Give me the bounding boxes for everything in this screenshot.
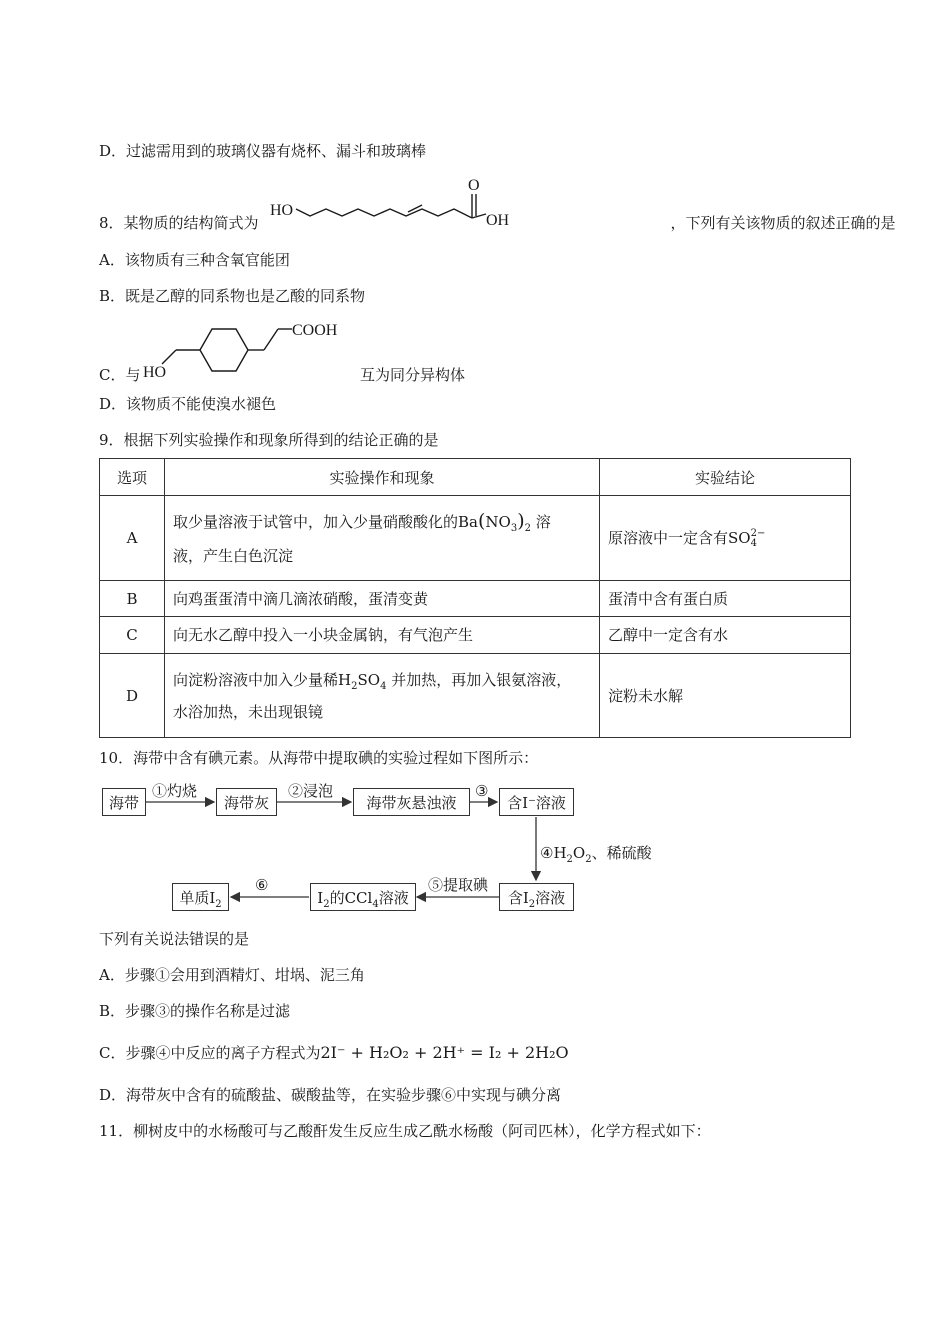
- row-a-option: A: [100, 496, 165, 581]
- q8-mol-o: O: [468, 177, 480, 194]
- q8-option-b: B．既是乙醇的同系物也是乙酸的同系物: [99, 287, 366, 305]
- flow-box-suspension: 海带灰悬浊液: [353, 788, 470, 816]
- row-c-option: C: [100, 617, 165, 654]
- flow-b5-text: 含I: [507, 889, 529, 907]
- q8-c-cooh: COOH: [292, 322, 338, 339]
- flow-box-iodine-solution: 含$I_2$溶液: [499, 883, 574, 911]
- row-d-conclusion: 淀粉未水解: [600, 654, 851, 738]
- q10-option-d: D．海带灰中含有的硫酸盐、碳酸盐等，在实验步骤⑥中实现与碘分离: [99, 1086, 562, 1104]
- q8-stem-suffix: ，下列有关该物质的叙述正确的是: [670, 214, 896, 232]
- row-a-op-text1: 取少量溶液于试管中，加入少量硝酸酸化的: [173, 512, 459, 531]
- q10-option-c-equation: 2I⁻ + H₂O₂ + 2H⁺ = I₂ + 2H₂O: [320, 1043, 569, 1062]
- table-header-option: 选项: [100, 459, 165, 496]
- flow-step-6: ⑥: [255, 876, 269, 894]
- q8-option-c-prefix: C．与: [99, 366, 141, 384]
- flow-step-4: $④H_2O_2$、稀硫酸: [540, 844, 652, 865]
- row-a-conclusion: 原溶液中一定含有SO 2− 4: [600, 496, 851, 581]
- flow-b6-suffix: 溶液: [378, 889, 409, 907]
- table-header-conclusion: 实验结论: [600, 459, 851, 496]
- q8-option-d: D．该物质不能使溴水褪色: [99, 395, 277, 413]
- row-c-conclusion: 乙醇中一定含有水: [600, 617, 851, 654]
- row-a-so4: SO: [728, 529, 751, 547]
- flow-step-1: ①灼烧: [152, 782, 198, 800]
- row-b-conclusion: 蛋清中含有蛋白质: [600, 581, 851, 617]
- flow-b6-mid: 的CCl: [329, 889, 373, 907]
- flow-b6-text: I: [317, 889, 324, 907]
- table-header-operation: 实验操作和现象: [165, 459, 600, 496]
- q8-mol-ho: HO: [270, 202, 294, 219]
- flow-step-3: ③: [475, 782, 489, 800]
- row-d-so: SO: [357, 670, 381, 689]
- q8-option-c-suffix: 互为同分异构体: [360, 366, 466, 384]
- q8-stem-prefix: 8．某物质的结构简式为: [99, 214, 259, 232]
- row-d-op-text1: 向淀粉溶液中加入少量稀: [173, 670, 339, 689]
- q11-stem: 11．柳树皮中的水杨酸可与乙酸酐发生反应生成乙酰水杨酸（阿司匹林），化学方程式如下：: [99, 1122, 711, 1140]
- q10-stem: 10．海带中含有碘元素。从海带中提取碘的实验过程如下图所示：: [99, 749, 539, 767]
- row-d-op-text3: 水浴加热，未出现银镜: [173, 702, 324, 721]
- q7-option-d: D．过滤需用到的玻璃仪器有烧杯、漏斗和玻璃棒: [99, 142, 427, 160]
- flow-box-elemental-iodine: 单质$I_2$: [172, 883, 229, 911]
- row-a-concl-text: 原溶液中一定含有: [608, 529, 729, 547]
- flow-box-kelp: 海带: [102, 788, 146, 816]
- row-d-h: H: [338, 670, 352, 689]
- row-d-op-text2: 并加热，再加入银氨溶液，: [391, 670, 572, 689]
- flow-box-iodide-solution: 含I⁻溶液: [499, 788, 574, 816]
- row-a-operation: 取少量溶液于试管中，加入少量硝酸酸化的$Ba(NO_3)_2$ 溶 液，产生白色沉淀: [165, 496, 600, 581]
- flow-b5-suffix: 溶液: [535, 889, 566, 907]
- flow-b7-text: 单质I: [179, 889, 216, 907]
- flow-box-ccl4-solution: $I_2$的CCl$_4$溶液: [310, 883, 416, 911]
- q8-mol-oh: OH: [486, 212, 510, 229]
- q8-option-a: A．该物质有三种含氧官能团: [99, 251, 290, 269]
- row-d-option: D: [100, 654, 165, 738]
- q8-c-ho: HO: [143, 364, 167, 381]
- row-d-operation: 向淀粉溶液中加入少量稀$H_2SO_4$ 并加热，再加入银氨溶液， 水浴加热，未出现银镜: [165, 654, 600, 738]
- q10-option-b: B．步骤③的操作名称是过滤: [99, 1002, 291, 1020]
- flow-s4-c: 、稀硫酸: [591, 844, 652, 862]
- q10-ask: 下列有关说法错误的是: [99, 930, 250, 948]
- flow-s4-a: ④H: [540, 844, 567, 862]
- flow-step-5: ⑤提取碘: [428, 876, 489, 894]
- q10-option-c-prefix: C．步骤④中反应的离子方程式为: [99, 1044, 321, 1062]
- row-a-op-text3: 液，产生白色沉淀: [173, 546, 294, 565]
- row-c-operation: 向无水乙醇中投入一小块金属钠，有气泡产生: [165, 617, 600, 654]
- row-a-no3: NO: [485, 512, 511, 531]
- row-a-ba: Ba: [458, 512, 478, 531]
- q9-stem: 9．根据下列实验操作和现象所得到的结论正确的是: [99, 431, 439, 449]
- flow-box-kelp-ash: 海带灰: [216, 788, 277, 816]
- flow-s4-b: O: [572, 844, 586, 862]
- q10-option-c: [99, 1043, 569, 1063]
- row-b-operation: 向鸡蛋蛋清中滴几滴浓硝酸，蛋清变黄: [165, 581, 600, 617]
- q10-option-a: A．步骤①会用到酒精灯、坩埚、泥三角: [99, 966, 365, 984]
- row-a-op-text2: 溶: [535, 512, 551, 531]
- row-b-option: B: [100, 581, 165, 617]
- flow-step-2: ②浸泡: [288, 782, 334, 800]
